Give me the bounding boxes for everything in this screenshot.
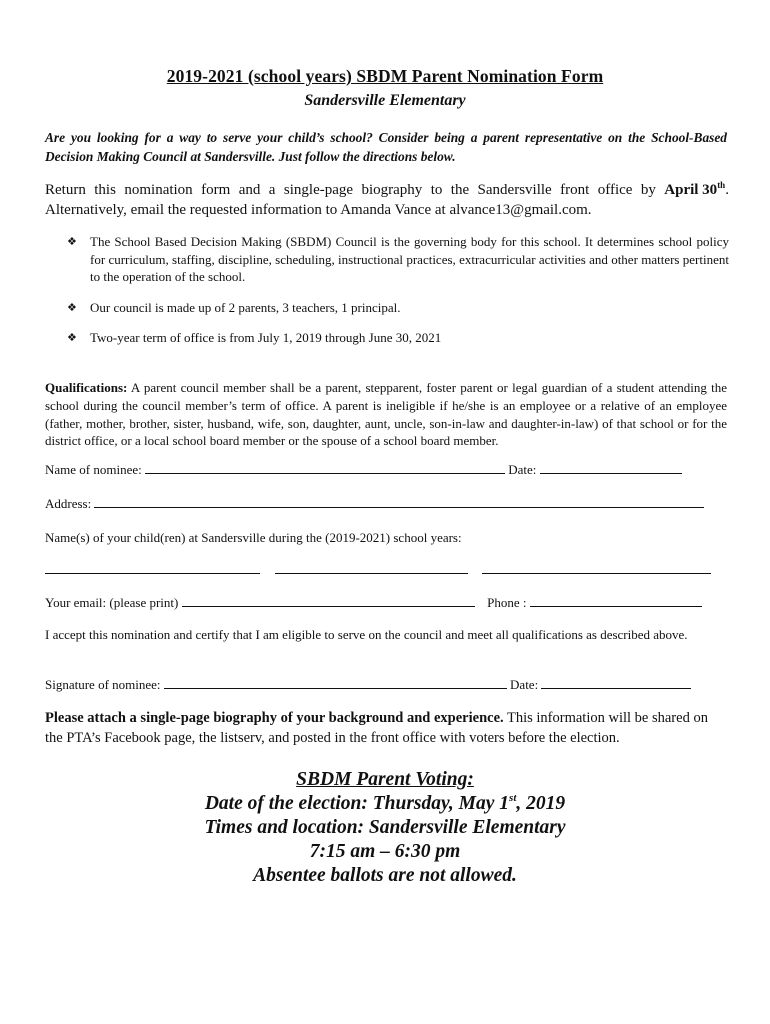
signature-label: Signature of nominee:: [45, 677, 161, 692]
return-instructions: [45, 180, 729, 220]
list-item: [67, 233, 729, 286]
list-item: [67, 329, 729, 347]
list-item-text: The School Based Decision Making (SBDM) Council is the governing body for this school. It determines school policy for curriculum, staffing, discipline, scheduling, instructional practices, extracurricular activities and other matters pertinent to the operation of the school.: [90, 234, 729, 284]
address-field[interactable]: [94, 496, 704, 508]
signature-field[interactable]: [164, 677, 507, 689]
biography-detail: This information will be shared on the PTA’s Facebook page, the listserv, and posted in the front office with voters before the election.: [45, 710, 708, 746]
nominee-name-label: Name of nominee:: [45, 462, 142, 477]
return-word: biography: [361, 182, 423, 198]
children-label: Name(s) of your child(ren) at Sandersville during the (2019-2021) school years:: [45, 530, 462, 545]
voting-info: [0, 768, 770, 888]
return-word: a: [268, 182, 276, 198]
email-label: Your email: (please print): [45, 595, 179, 610]
return-word: nomination: [124, 182, 193, 198]
return-word: this: [94, 182, 116, 198]
diamond-bullet-icon: ❖: [67, 235, 77, 248]
signature-date-field[interactable]: [541, 677, 691, 689]
return-word: to: [430, 182, 443, 198]
email-field[interactable]: [182, 595, 475, 607]
list-item-text: Two-year term of office is from July 1, 2019 through June 30, 2021: [90, 330, 442, 345]
return-word: front: [560, 182, 590, 198]
address-label: Address:: [45, 496, 92, 511]
absentee-note: Absentee ballots are not allowed.: [253, 865, 517, 886]
child-name-field-2[interactable]: [275, 562, 468, 574]
qualifications-paragraph: [45, 379, 727, 450]
deadline: April 30th.: [664, 180, 729, 198]
council-info-list: [67, 233, 729, 360]
phone-field[interactable]: [530, 595, 702, 607]
certify-statement: I accept this nomination and certify that I am eligible to serve on the council and meet all qualifications as described above.: [45, 627, 688, 642]
signature-row: [45, 677, 729, 693]
nominee-name-field[interactable]: [145, 462, 505, 474]
signature-date-label: Date:: [510, 677, 539, 692]
diamond-bullet-icon: ❖: [67, 331, 77, 344]
address-row: [45, 496, 729, 512]
phone-label: Phone :: [487, 595, 527, 610]
return-word: Sandersville: [477, 182, 552, 198]
children-label-row: [45, 530, 729, 546]
return-word: form: [201, 182, 231, 198]
child-name-field-1[interactable]: [45, 562, 260, 574]
date-field[interactable]: [540, 462, 682, 474]
return-word: Return: [45, 182, 86, 198]
nominee-row: [45, 462, 729, 478]
election-date: [0, 792, 770, 816]
return-word: office: [597, 182, 633, 198]
children-fields-row: [45, 562, 711, 574]
child-name-field-3[interactable]: [482, 562, 711, 574]
biography-instruction: Please attach a single-page biography of your background and experience.: [45, 710, 504, 726]
certify-row: [45, 627, 729, 643]
form-title: 2019-2021 (school years) SBDM Parent Nomination Form: [166, 66, 604, 86]
email-row: [45, 595, 729, 611]
qualifications-text: A parent council member shall be a parent, stepparent, foster parent or legal guardian of a student attending the school during the council member’s term of office. A parent is ineligible if he/she is an employee or a relative of an employee (father, mother, brother, sister, husband, wife, son, daughter, aunt, uncle, son-in-law and daughter-in-law) of that school or for the district office, or a local school board member or the spouse of a school board member.: [45, 380, 727, 449]
return-word: single-page: [283, 182, 354, 198]
list-item: [67, 299, 729, 317]
qualifications-label: Qualifications:: [45, 380, 128, 395]
voting-title: SBDM Parent Voting:: [296, 769, 474, 790]
return-instructions-line2: Alternatively, email the requested information to Amanda Vance at alvance13@gmail.com.: [45, 202, 592, 218]
return-word: by: [640, 182, 656, 198]
biography-paragraph: [45, 709, 729, 748]
return-instructions-line1: [45, 180, 729, 200]
return-word: and: [238, 182, 261, 198]
diamond-bullet-icon: ❖: [67, 300, 77, 314]
return-word: the: [450, 182, 470, 198]
election-date-text: Date of the election: Thursday, May 1: [204, 793, 510, 814]
election-times: 7:15 am – 6:30 pm: [309, 841, 461, 862]
list-item-text: Our council is made up of 2 parents, 3 teachers, 1 principal.: [90, 299, 401, 315]
election-date-suffix: st: [509, 792, 517, 804]
intro-paragraph: Are you looking for a way to serve your child’s school? Consider being a parent representative on the School-Based Decision Making Council at Sandersville. Just follow the directions below.: [45, 130, 727, 164]
election-location: Times and location: Sandersville Elementary: [204, 817, 566, 838]
election-date-year: , 2019: [516, 793, 566, 814]
school-name: Sandersville Elementary: [304, 92, 466, 109]
date-label: Date:: [508, 462, 537, 477]
